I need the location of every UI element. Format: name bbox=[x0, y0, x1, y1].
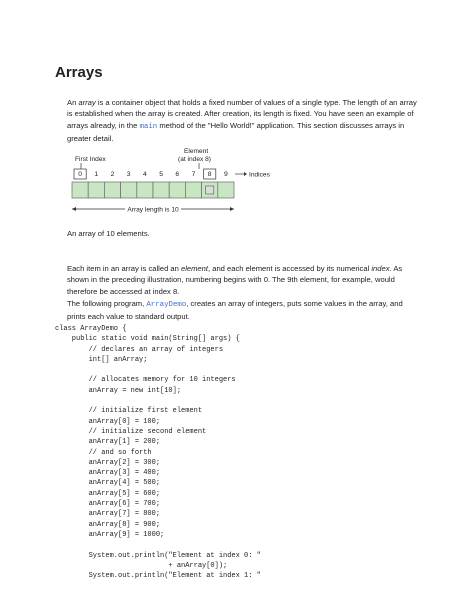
code-block bbox=[55, 324, 261, 581]
index-label: 7 bbox=[191, 171, 196, 178]
index-label: 2 bbox=[110, 171, 115, 178]
program-text-b: , creates an array of integers, puts some values in the array, and prints each value to standard output. bbox=[67, 299, 403, 322]
code-line: // allocates memory for 10 integers bbox=[55, 376, 236, 385]
code-line: // initialize second element bbox=[55, 427, 207, 436]
code-line: anArray[1] = 200; bbox=[55, 438, 161, 447]
program-paragraph bbox=[67, 298, 422, 323]
index-label: 8 bbox=[207, 171, 212, 178]
array-cell bbox=[185, 182, 201, 198]
elements-text-b: , and each element is accessed by its numerical bbox=[208, 264, 372, 273]
array-cell bbox=[218, 182, 234, 198]
code-line: + anArray[0]); bbox=[55, 561, 228, 570]
figure-caption: An array of 10 elements. bbox=[67, 229, 150, 238]
element-label: Element bbox=[184, 148, 209, 155]
indices-label: Indices bbox=[249, 171, 270, 179]
code-line: // and so forth bbox=[55, 448, 152, 457]
indices-arrowhead bbox=[244, 172, 247, 176]
elements-text-a: Each item in an array is called an bbox=[67, 264, 181, 273]
code-line: int[] anArray; bbox=[55, 355, 148, 364]
array-diagram bbox=[60, 147, 280, 219]
intro-text-c: method of the "Hello World!" application. This section discusses arrays in greater detail. bbox=[67, 120, 405, 143]
array-cell bbox=[104, 182, 120, 198]
index-label: 6 bbox=[175, 171, 180, 178]
code-line: anArray[6] = 700; bbox=[55, 500, 161, 509]
elements-paragraph bbox=[67, 263, 422, 297]
index-label: 0 bbox=[78, 171, 82, 178]
array-cell bbox=[137, 182, 153, 198]
first-index-label: First Index bbox=[75, 156, 106, 163]
intro-code-main: main bbox=[139, 122, 158, 131]
intro-text-b: is a container object that holds a fixed number of values of a single type. The length of an array is established when the array is created. After creation, its length is fixed. You have seen an example of arrays already, in the bbox=[67, 98, 417, 130]
code-line: anArray[3] = 400; bbox=[55, 469, 161, 478]
elements-emphasis-index: index bbox=[371, 264, 390, 273]
array-demo-link[interactable]: ArrayDemo bbox=[146, 301, 187, 309]
code-line: anArray = new int[10]; bbox=[55, 386, 182, 395]
length-arrowhead-left bbox=[72, 207, 76, 211]
code-line: public static void main(String[] args) { bbox=[55, 335, 240, 344]
intro-paragraph bbox=[67, 97, 422, 144]
index-label: 5 bbox=[159, 171, 163, 178]
intro-emphasis-array: array bbox=[78, 98, 96, 107]
code-line: anArray[7] = 800; bbox=[55, 510, 161, 519]
program-text-a: The following program, bbox=[67, 299, 147, 308]
code-line: anArray[2] = 300; bbox=[55, 458, 161, 467]
intro-text-a: An bbox=[67, 98, 79, 107]
code-line: class ArrayDemo { bbox=[55, 325, 127, 333]
code-line: // initialize first element bbox=[55, 407, 203, 416]
code-line: anArray[5] = 600; bbox=[55, 489, 161, 498]
elements-text-c: . As shown in the preceding illustration, numbering begins with 0. The 9th element, for example, would therefore be accessed at index 8. bbox=[67, 264, 403, 296]
index-label: 1 bbox=[94, 171, 99, 178]
code-line: anArray[8] = 900; bbox=[55, 520, 161, 529]
element-index-label: (at index 8) bbox=[178, 156, 211, 163]
index-label: 3 bbox=[126, 171, 131, 178]
code-line: System.out.println("Element at index 1: " bbox=[55, 572, 261, 581]
page-title: Arrays bbox=[55, 64, 103, 81]
code-line: anArray[4] = 500; bbox=[55, 479, 161, 488]
highlighted-element bbox=[206, 186, 214, 194]
index-label: 4 bbox=[143, 171, 147, 178]
code-line: System.out.println("Element at index 0: " bbox=[55, 551, 261, 560]
code-line: anArray[0] = 100; bbox=[55, 417, 161, 426]
length-arrowhead-right bbox=[230, 207, 234, 211]
code-line: // declares an array of integers bbox=[55, 345, 224, 354]
array-cell bbox=[88, 182, 104, 198]
length-label: Array length is 10 bbox=[127, 206, 179, 214]
code-line: anArray[9] = 1000; bbox=[55, 530, 165, 539]
array-cell bbox=[153, 182, 169, 198]
elements-emphasis-element: element bbox=[180, 264, 208, 273]
array-cell bbox=[169, 182, 185, 198]
index-label: 9 bbox=[224, 171, 228, 178]
array-cell bbox=[121, 182, 137, 198]
array-cell bbox=[72, 182, 88, 198]
